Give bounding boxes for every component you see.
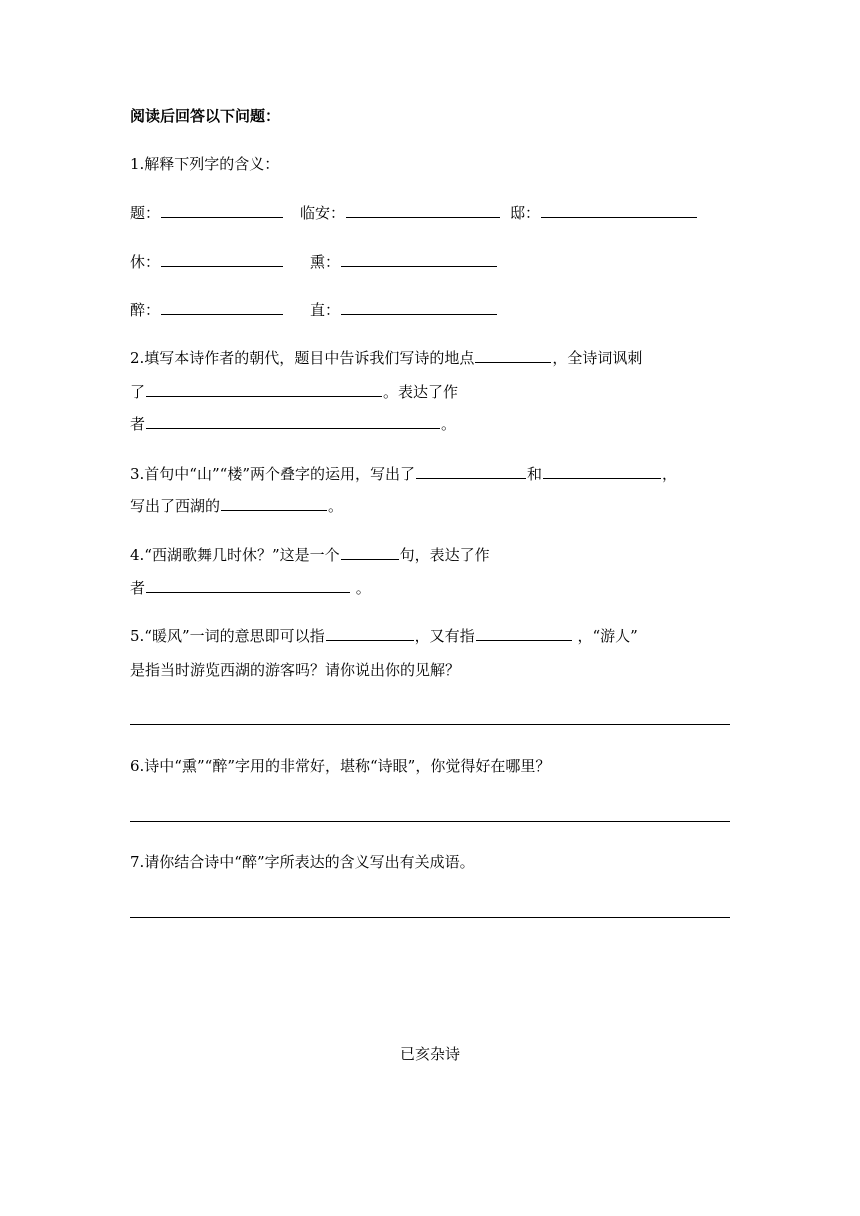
question-text: 。 bbox=[441, 415, 457, 433]
term-label: 醉： bbox=[130, 301, 161, 319]
answer-blank[interactable] bbox=[416, 464, 526, 479]
answer-blank[interactable] bbox=[221, 496, 327, 511]
answer-blank[interactable] bbox=[543, 464, 661, 479]
question-1-text: 1.解释下列字的含义： bbox=[130, 155, 280, 173]
question-3-line-2 bbox=[130, 496, 343, 516]
answer-blank[interactable] bbox=[341, 252, 497, 267]
answer-line[interactable] bbox=[130, 917, 730, 918]
question-text: ，“游人” bbox=[572, 627, 638, 645]
poem-title: 已亥杂诗 bbox=[399, 1045, 460, 1063]
question-text: 4.“西湖歌舞几时休？”这是一个 bbox=[130, 546, 340, 564]
question-1-row-2 bbox=[130, 252, 498, 272]
answer-blank[interactable] bbox=[341, 300, 497, 315]
term-label: 休： bbox=[130, 253, 161, 271]
term-label: 邸： bbox=[510, 204, 541, 222]
question-text: 者 bbox=[130, 415, 146, 433]
question-2-line-3 bbox=[130, 414, 456, 434]
question-text: 。 bbox=[351, 579, 371, 597]
question-text: 写出了西湖的 bbox=[130, 497, 221, 515]
term-label: 直： bbox=[310, 301, 341, 319]
question-7-text: 7.请你结合诗中“醉”字所表达的含义写出有关成语。 bbox=[130, 853, 475, 871]
question-text: ，全诗词讽刺 bbox=[552, 349, 643, 367]
question-1-row-1 bbox=[130, 203, 698, 223]
answer-blank[interactable] bbox=[475, 348, 551, 363]
question-6-text: 6.诗中“熏”“醉”字用的非常好，堪称“诗眼”，你觉得好在哪里？ bbox=[130, 757, 551, 775]
question-2-line-2 bbox=[130, 382, 458, 402]
question-text: 和 bbox=[527, 465, 543, 483]
question-4-line-1 bbox=[130, 545, 490, 565]
answer-blank[interactable] bbox=[146, 578, 350, 593]
question-2-line-1 bbox=[130, 348, 642, 368]
question-3-line-1 bbox=[130, 464, 677, 484]
answer-blank[interactable] bbox=[146, 414, 440, 429]
term-label: 熏： bbox=[310, 253, 341, 271]
answer-blank[interactable] bbox=[161, 203, 283, 218]
question-1-row-3 bbox=[130, 300, 498, 320]
question-4-line-2 bbox=[130, 578, 371, 598]
question-5-line-1 bbox=[130, 626, 638, 646]
question-text: 。表达了作 bbox=[383, 383, 459, 401]
question-text: ，又有指 bbox=[414, 627, 475, 645]
answer-blank[interactable] bbox=[326, 626, 414, 641]
question-5-line-2: 是指当时游览西湖的游客吗？请你说出你的见解？ bbox=[130, 661, 461, 679]
answer-line[interactable] bbox=[130, 724, 730, 725]
question-text: 5.“暖风”一词的意思即可以指 bbox=[130, 627, 325, 645]
question-text: 了 bbox=[130, 383, 146, 401]
answer-blank[interactable] bbox=[541, 203, 697, 218]
question-text: ， bbox=[662, 465, 678, 483]
question-text: 3.首句中“山”“楼”两个叠字的运用，写出了 bbox=[130, 465, 415, 483]
term-label: 题： bbox=[130, 204, 161, 222]
question-text: 者 bbox=[130, 579, 146, 597]
answer-blank[interactable] bbox=[161, 300, 283, 315]
term-label: 临安： bbox=[300, 204, 346, 222]
answer-blank[interactable] bbox=[341, 545, 399, 560]
question-text: 。 bbox=[328, 497, 344, 515]
answer-blank[interactable] bbox=[346, 203, 500, 218]
answer-line[interactable] bbox=[130, 821, 730, 822]
answer-blank[interactable] bbox=[161, 252, 283, 267]
answer-blank[interactable] bbox=[476, 626, 572, 641]
section-heading: 阅读后回答以下问题： bbox=[130, 107, 281, 125]
answer-blank[interactable] bbox=[146, 382, 382, 397]
question-text: 2.填写本诗作者的朝代，题目中告诉我们写诗的地点 bbox=[130, 349, 475, 367]
question-text: 句，表达了作 bbox=[399, 546, 490, 564]
